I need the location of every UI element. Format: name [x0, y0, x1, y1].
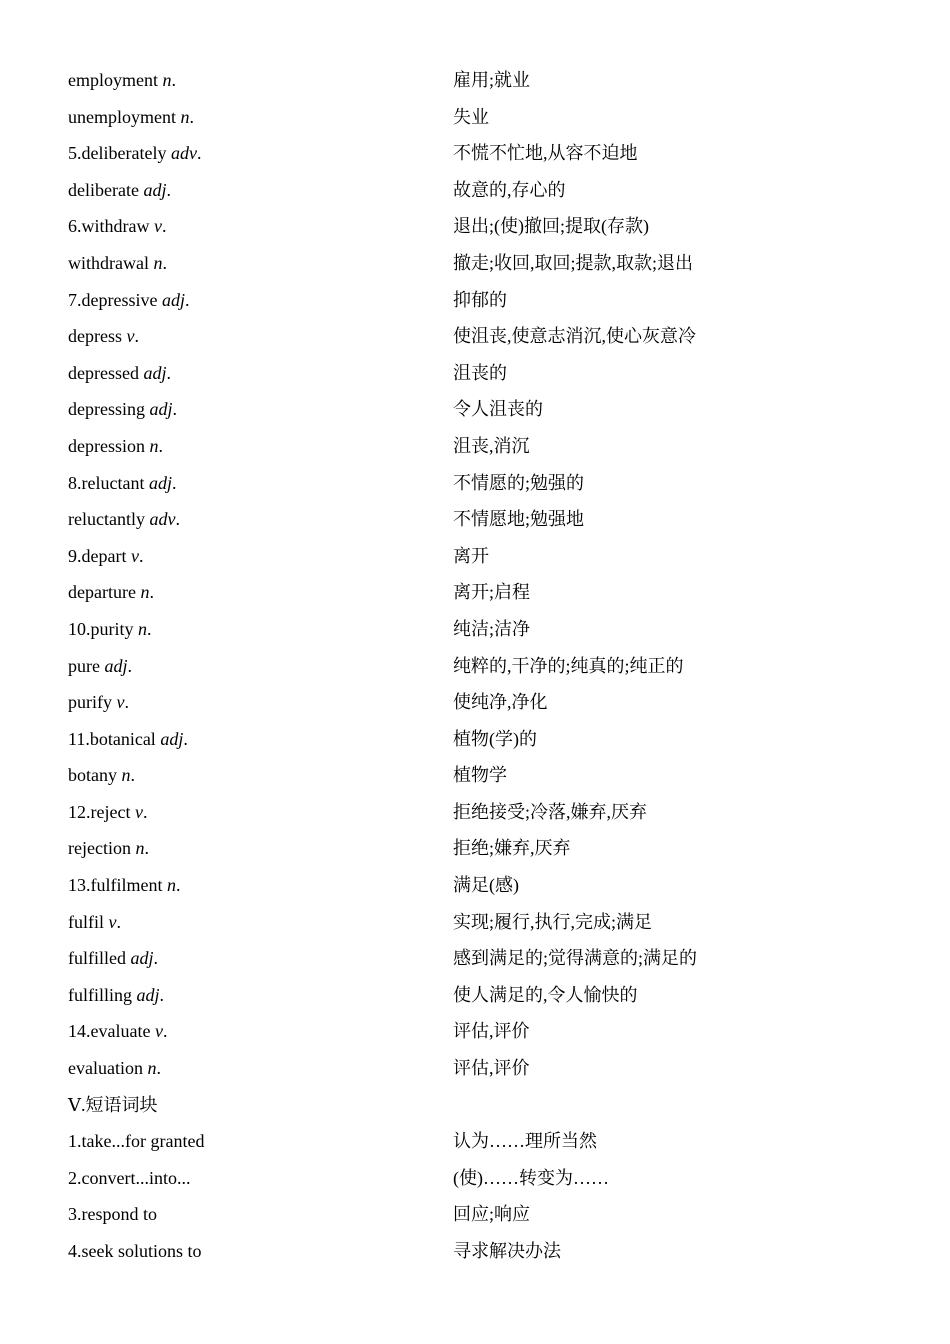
- phrase-row: [68, 1160, 888, 1197]
- vocab-row: [68, 428, 888, 465]
- part-of-speech: n: [162, 70, 172, 90]
- vocab-word: botany n.: [68, 765, 135, 786]
- vocab-row: [68, 99, 888, 136]
- vocab-meaning: 故意的,存心的: [453, 179, 566, 200]
- part-of-speech: v: [126, 326, 135, 347]
- vocab-row: [68, 282, 888, 319]
- vocab-meaning: 评估,评价: [453, 1021, 530, 1042]
- vocab-word: unemployment n.: [68, 106, 194, 127]
- section-heading: Ⅴ.短语词块: [68, 1094, 158, 1115]
- vocab-row: [68, 355, 888, 392]
- vocab-row: [68, 318, 888, 355]
- vocab-row: [68, 721, 888, 758]
- vocab-row: [68, 1013, 888, 1050]
- vocab-word: deliberate adj.: [68, 179, 171, 200]
- vocab-meaning: 不情愿地;勉强地: [453, 509, 585, 530]
- part-of-speech: adj: [149, 399, 173, 420]
- vocab-row: [68, 611, 888, 648]
- part-of-speech: adj: [161, 289, 185, 310]
- vocab-meaning: 离开;启程: [453, 582, 531, 603]
- vocab-meaning: 使纯净,净化: [453, 692, 548, 713]
- vocab-word: 14.evaluate v.: [68, 1021, 168, 1042]
- vocab-word: reluctantly adv.: [68, 509, 180, 530]
- phrase-meaning: 认为……理所当然: [453, 1131, 597, 1152]
- vocab-meaning: 沮丧,消沉: [453, 435, 530, 456]
- part-of-speech: n: [135, 838, 145, 859]
- vocab-meaning: 失业: [453, 106, 489, 127]
- vocab-meaning: 感到满足的;觉得满意的;满足的: [453, 948, 698, 969]
- vocab-word: 12.reject v.: [68, 801, 148, 822]
- vocab-meaning: 满足(感): [453, 875, 519, 896]
- vocab-word: fulfil v.: [68, 911, 121, 932]
- vocab-meaning: 使人满足的,令人愉快的: [453, 984, 638, 1005]
- part-of-speech: n: [149, 435, 159, 456]
- vocab-meaning: 拒绝接受;冷落,嫌弃,厌弃: [453, 801, 647, 822]
- vocab-row: [68, 465, 888, 502]
- vocab-row: [68, 977, 888, 1014]
- vocab-row: [68, 904, 888, 941]
- part-of-speech: v: [108, 911, 117, 932]
- vocab-meaning: 纯粹的,干净的;纯真的;纯正的: [453, 655, 684, 676]
- part-of-speech: adj: [143, 362, 167, 383]
- part-of-speech: adj: [160, 728, 184, 749]
- vocab-row: [68, 940, 888, 977]
- vocab-meaning: 实现;履行,执行,完成;满足: [453, 911, 653, 932]
- vocab-word: 5.deliberately adv.: [68, 143, 202, 164]
- vocab-meaning: 评估,评价: [453, 1058, 530, 1079]
- phrase-meaning: 回应;响应: [453, 1204, 531, 1225]
- vocab-meaning: 令人沮丧的: [453, 399, 543, 420]
- part-of-speech: adj: [148, 472, 172, 493]
- section-heading-row: [68, 1087, 888, 1124]
- vocab-row: [68, 574, 888, 611]
- vocab-row: [68, 648, 888, 685]
- phrase-text: 3.respond to: [68, 1204, 157, 1225]
- vocab-row: [68, 391, 888, 428]
- vocab-meaning: 植物(学)的: [453, 728, 537, 749]
- vocab-meaning: 拒绝;嫌弃,厌弃: [453, 838, 571, 859]
- vocabulary-list: [68, 62, 888, 1270]
- part-of-speech: adj: [130, 948, 154, 969]
- part-of-speech: n: [121, 765, 131, 786]
- vocab-meaning: 不情愿的;勉强的: [453, 472, 585, 493]
- part-of-speech: adj: [136, 984, 160, 1005]
- part-of-speech: v: [134, 801, 143, 822]
- phrase-text: 2.convert...into...: [68, 1167, 191, 1188]
- part-of-speech: n: [138, 618, 147, 639]
- part-of-speech: v: [116, 692, 125, 713]
- phrase-text: 1.take...for granted: [68, 1131, 205, 1152]
- part-of-speech: n: [166, 875, 176, 896]
- vocab-word: fulfilled adj.: [68, 948, 158, 969]
- phrase-text: 4.seek solutions to: [68, 1241, 202, 1261]
- vocab-word: 7.depressive adj.: [68, 289, 190, 310]
- vocab-word: depressed adj.: [68, 362, 171, 383]
- vocab-row: [68, 794, 888, 831]
- vocab-word: departure n.: [68, 582, 154, 603]
- vocab-meaning: 抑郁的: [453, 289, 507, 310]
- part-of-speech: v: [153, 216, 162, 237]
- vocab-row: [68, 245, 888, 282]
- vocab-row: [68, 208, 888, 245]
- vocab-word: 8.reluctant adj.: [68, 472, 177, 493]
- part-of-speech: n: [153, 252, 163, 273]
- vocab-meaning: 退出;(使)撤回;提取(存款): [453, 216, 649, 237]
- vocab-row: [68, 830, 888, 867]
- vocab-row: [68, 501, 888, 538]
- vocab-meaning: 不慌不忙地,从容不迫地: [453, 143, 638, 164]
- phrase-meaning: (使)……转变为……: [453, 1167, 609, 1188]
- part-of-speech: v: [154, 1021, 163, 1042]
- vocab-word: fulfilling adj.: [68, 984, 165, 1005]
- vocab-meaning: 离开: [453, 545, 489, 566]
- vocab-row: [68, 867, 888, 904]
- vocab-row: [68, 684, 888, 721]
- part-of-speech: n: [180, 106, 190, 127]
- part-of-speech: v: [130, 545, 139, 566]
- part-of-speech: adj: [143, 179, 167, 200]
- part-of-speech: n: [140, 582, 150, 603]
- vocab-row: [68, 172, 888, 209]
- vocab-word: purify v.: [68, 692, 129, 713]
- phrase-row: [68, 1196, 888, 1233]
- vocab-row: [68, 757, 888, 794]
- phrase-row: [68, 1233, 888, 1270]
- vocab-row: [68, 538, 888, 575]
- vocab-word: depression n.: [68, 435, 163, 456]
- vocab-word: 10.purity n.: [68, 618, 152, 639]
- vocab-meaning: 雇用;就业: [453, 70, 531, 90]
- part-of-speech: n: [147, 1058, 157, 1079]
- vocab-word: 11.botanical adj.: [68, 728, 188, 749]
- vocab-word: evaluation n.: [68, 1058, 161, 1079]
- phrase-meaning: 寻求解决办法: [453, 1241, 561, 1261]
- vocab-word: 13.fulfilment n.: [68, 875, 181, 896]
- vocab-row: [68, 135, 888, 172]
- vocab-word: pure adj.: [68, 655, 132, 676]
- part-of-speech: adv: [149, 509, 176, 530]
- vocab-word: depressing adj.: [68, 399, 177, 420]
- vocab-row: [68, 1050, 888, 1087]
- vocab-word: depress v.: [68, 326, 139, 347]
- vocab-word: rejection n.: [68, 838, 149, 859]
- vocab-meaning: 使沮丧,使意志消沉,使心灰意冷: [453, 326, 696, 347]
- part-of-speech: adv: [170, 143, 197, 164]
- vocab-row: [68, 62, 888, 99]
- vocab-word: 9.depart v.: [68, 545, 144, 566]
- vocab-meaning: 沮丧的: [453, 362, 507, 383]
- vocab-meaning: 植物学: [453, 765, 507, 786]
- phrase-row: [68, 1123, 888, 1160]
- vocab-meaning: 撤走;收回,取回;提款,取款;退出: [453, 252, 694, 273]
- vocab-meaning: 纯洁;洁净: [453, 618, 531, 639]
- vocab-word: withdrawal n.: [68, 252, 167, 273]
- part-of-speech: adj: [104, 655, 128, 676]
- vocab-word: employment n.: [68, 70, 176, 90]
- vocab-word: 6.withdraw v.: [68, 216, 167, 237]
